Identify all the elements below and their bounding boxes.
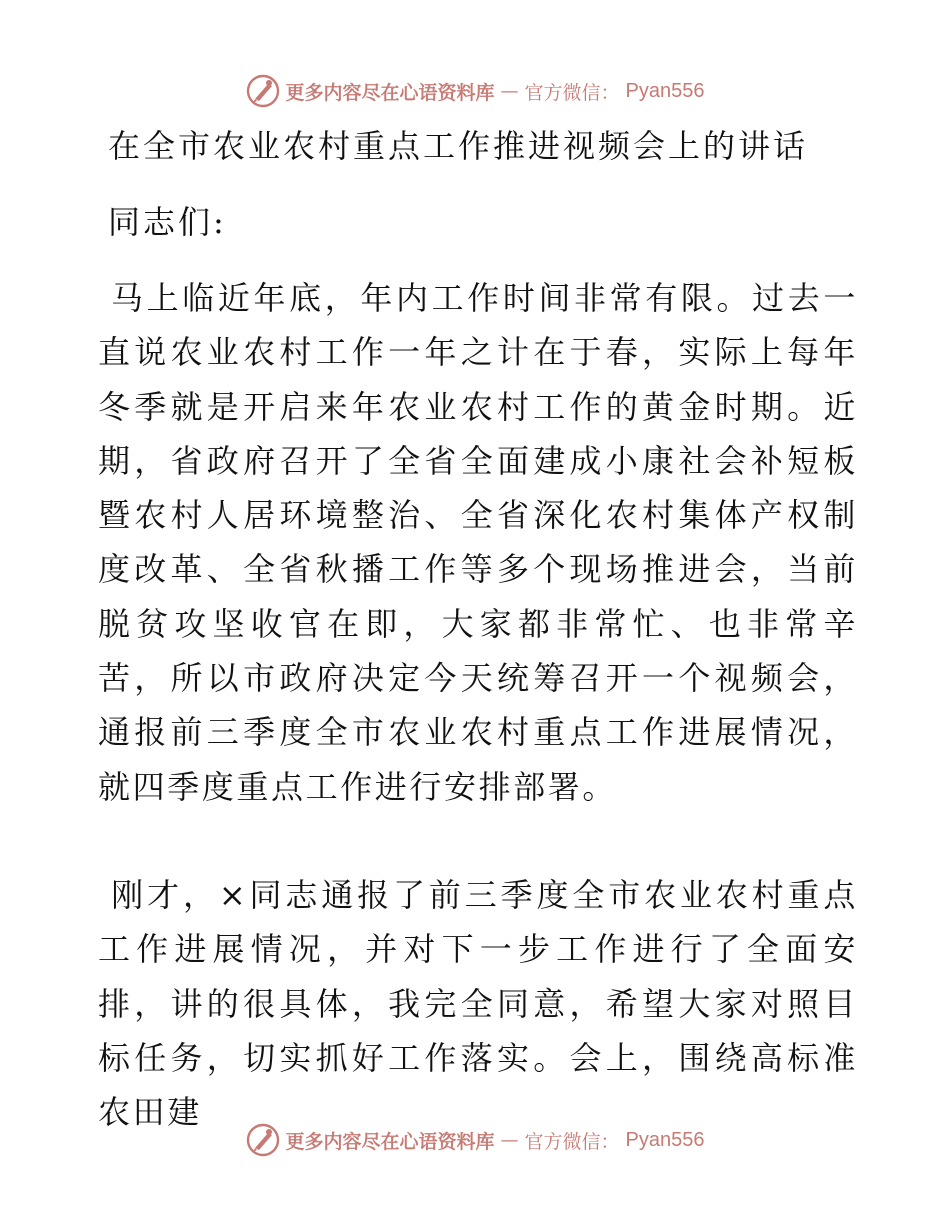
watermark-brand-text: 更多内容尽在心语资料库 [285,81,495,104]
salutation: 同志们: [108,203,227,241]
watermark-brand-text: 更多内容尽在心语资料库 [285,1130,495,1153]
watermark-wechat-id: Pyan556 [625,79,705,102]
watermark-dash: — [500,1129,519,1151]
quill-pen-logo-icon [246,74,280,108]
body-paragraph-1 [98,271,858,814]
watermark-dash: — [500,80,519,102]
body-paragraph-2 [98,868,858,1139]
header-watermark [0,73,950,109]
body-paragraph-2-text: 刚才，×同志通报了前三季度全市农业农村重点工作进展情况，并对下一步工作进行了全面安排，讲的很具体，我完全同意，希望大家对照目标任务，切实抓好工作落实。会上，围绕高标准农田建 [98,876,858,1132]
document-title: 在全市农业农村重点工作推进视频会上的讲话 [108,127,809,165]
watermark-wechat-id: Pyan556 [625,1128,705,1151]
watermark-official-label: 官方微信： [524,81,620,104]
body-paragraph-1-text: 马上临近年底，年内工作时间非常有限。过去一直说农业农村工作一年之计在于春，实际上每年冬季就是开启来年农业农村工作的黄金时期。近期，省政府召开了全省全面建成小康社会补短板暨农村人居环境整治、全省深化农村集体产权制度改革、全省秋播工作等多个现场推进会，当前脱贫攻坚收官在即，大家都非常忙、也非常辛苦，所以市政府决定今天统筹召开一个视频会，通报前三季度全市农业农村重点工作进展情况，就四季度重点工作进行安排部署。 [98,279,858,806]
quill-pen-logo-icon [246,1123,280,1157]
footer-watermark [0,1122,950,1158]
watermark-official-label: 官方微信： [524,1130,620,1153]
